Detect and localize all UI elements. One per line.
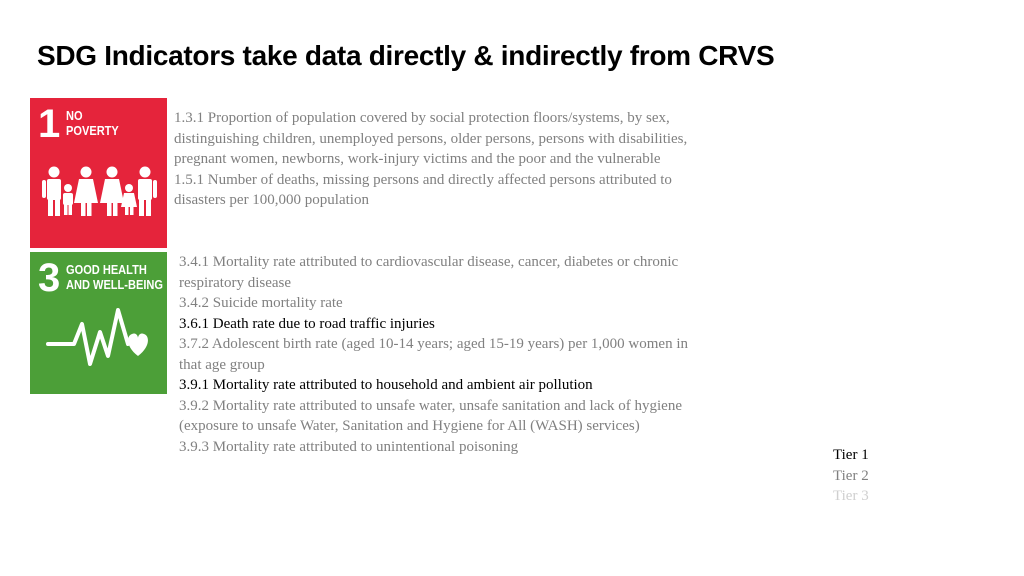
slide-title: SDG Indicators take data directly & indirectly from CRVS [37, 40, 775, 71]
sdg3-name-line: AND WELL-BEING [66, 277, 163, 292]
indicator-line: 3.6.1 Death rate due to road traffic injuries [179, 315, 435, 332]
indicator-line: that age group [179, 356, 265, 373]
indicator-line: pregnant women, newborns, work-injury victims and the poor and the vulnerable [174, 151, 661, 167]
sdg3-number: 3 [38, 256, 61, 300]
indicator-line: disasters per 100,000 population [174, 192, 369, 208]
indicator-line: 3.4.2 Suicide mortality rate [179, 295, 343, 311]
indicator-line: distinguishing children, unemployed persons, older persons, persons with disabilities, [174, 130, 688, 147]
indicator-line: 3.9.2 Mortality rate attributed to unsafe water, unsafe sanitation and lack of hygiene [179, 397, 682, 414]
sdg1-name-line: POVERTY [66, 123, 119, 138]
sdg3-indicators [179, 252, 779, 457]
indicator-line: 3.4.1 Mortality rate attributed to cardiovascular disease, cancer, diabetes or chronic [179, 254, 679, 270]
indicator-line: 1.3.1 Proportion of population covered by social protection floors/systems, by sex, [174, 110, 670, 126]
indicator-line: 3.7.2 Adolescent birth rate (aged 10-14 years; aged 15-19 years) per 1,000 women in [179, 336, 689, 352]
indicator-line: (exposure to unsafe Water, Sanitation and Hygiene for All (WASH) services) [179, 418, 640, 434]
legend-tier2: Tier 2 [833, 467, 869, 484]
indicator-line: 3.9.1 Mortality rate attributed to household and ambient air pollution [179, 377, 593, 393]
indicator-line: 1.5.1 Number of deaths, missing persons and directly affected persons attributed to [174, 171, 672, 188]
legend-tier3: Tier 3 [833, 488, 869, 504]
sdg1-name-line: NO [66, 108, 83, 123]
tier-legend [833, 445, 869, 507]
heartbeat-icon [30, 252, 167, 394]
indicator-line: respiratory disease [179, 274, 292, 291]
sdg3-name-line: GOOD HEALTH [66, 262, 147, 277]
sdg1-tile [30, 98, 167, 248]
indicator-line: 3.9.3 Mortality rate attributed to unintentional poisoning [179, 438, 519, 455]
sdg3-tile [30, 252, 167, 394]
legend-tier1: Tier 1 [833, 447, 869, 463]
sdg1-indicators [174, 108, 774, 211]
sdg1-number: 1 [38, 102, 61, 146]
family-icon [30, 98, 167, 248]
